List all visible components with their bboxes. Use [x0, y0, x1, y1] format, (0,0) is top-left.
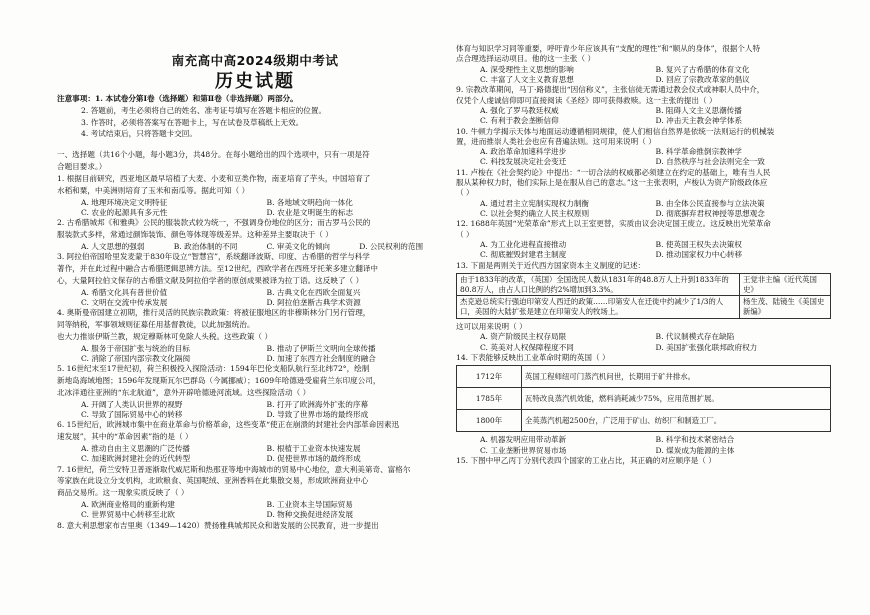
options-row: [57, 410, 452, 420]
notes-block: [57, 94, 452, 532]
question-stem: 水稻和粟，中美洲则培育了玉米和南瓜等。据此可知（ ）: [57, 185, 250, 195]
options-row: [456, 157, 831, 167]
option: D. 公民权利的范围: [359, 241, 424, 251]
industry-table: [456, 365, 831, 432]
options-row: [456, 209, 831, 219]
options-row: [57, 454, 452, 464]
table-cell: 瓦特改良蒸汽机效能，燃料消耗减少75%，应用范围扩展。: [522, 388, 831, 410]
table-row: [457, 410, 831, 432]
option: C. 彻底摧毁封建君主制度: [480, 250, 567, 260]
option: D. 美国扩张强化联邦政府权力: [655, 342, 758, 352]
option: B. 工业资本主导国际贸易: [266, 499, 353, 509]
question: [57, 420, 452, 464]
question: [57, 521, 452, 531]
school-title: 南充高中高2024级期中考试: [171, 53, 339, 68]
option: C. 世界贸易中心转移至北欧: [81, 510, 175, 520]
option: B. 打开了欧洲海外扩张的序幕: [266, 399, 369, 409]
option: C. 工业垄断世界贸易市场: [480, 445, 567, 455]
options-row: [456, 435, 831, 445]
option: A. 推动自由主义思潮的广泛传播: [81, 443, 191, 453]
question-stem: 5. 16世纪末至17世纪初，荷兰积极投入探险活动：1594年巴伦支船队航行至北纬72°，绘制: [57, 364, 370, 374]
table-source: 王觉非主编《近代英国史》: [740, 273, 831, 296]
question: [456, 85, 831, 126]
options-row: [456, 75, 831, 85]
question-stem: 北冰洋通往亚洲的“东北航道”，意外开辟哈德逊河流域。这些探险活动（ ）: [57, 387, 311, 397]
question-stem: 同等纳税，军事领域则征募任用基督教徒，以此加强统治。: [57, 319, 255, 329]
question-stem: 商品交易所。这一现象实质反映了（ ）: [57, 488, 189, 498]
option: A. 欧洲商业格局的重新构建: [81, 499, 175, 509]
note-line: 4. 考试结束后，只将答题卡交回。: [81, 129, 197, 139]
options-row: [456, 332, 831, 342]
option: C. 丰富了人文主义教育思想: [480, 74, 574, 84]
option: B. 科学和技术紧密结合: [655, 435, 735, 445]
year-cell: 1800年: [457, 410, 522, 432]
question-stem: 新地岛海域地图；1596年发现斯瓦尔巴群岛（今属挪威）；1609年哈德逊受雇荷兰东印度公司，: [57, 376, 381, 385]
option: C. 科技发展决定社会变迁: [480, 157, 567, 167]
options-row: [456, 199, 831, 209]
question-stem: 7. 16世纪，荷兰安特卫普逐渐取代威尼斯和热那亚等地中海城市的贸易中心地位，意大利美第奇、富格尔: [57, 464, 411, 474]
option: C. 英美对人权保障程度不同: [480, 342, 574, 352]
question-stem: 12. 1688年英国“光荣革命”形式上以王室更替，实质由议会决定国王废立。这反映出光荣革命: [456, 219, 771, 229]
question-stem: 点合理选择运动项目。他的这一主张（ ）: [456, 54, 596, 64]
option: C. 审美文化的倾向: [266, 241, 331, 251]
table-row: [457, 388, 831, 410]
option: B. 政治体制的不同: [173, 241, 238, 251]
option: C. 农业的起源具有多元性: [81, 207, 168, 217]
note-line: 3. 作答时，必须将答案写在答题卡上，写在试卷及草稿纸上无效。: [81, 117, 304, 127]
table-cell: 全英蒸汽机超2500台，广泛用于矿山、纺织厂和制造工厂。: [522, 410, 831, 432]
question-stem: 3. 阿拉伯帝国哈里发麦蒙于830年设立“智慧宫”，系统翻译波斯、印度、古希腊的哲学与科学: [57, 252, 370, 262]
option: D. 推动国家权力中心转移: [655, 250, 743, 260]
year-cell: 1712年: [457, 366, 522, 388]
question-stem: 这可以用来说明（ ）: [456, 321, 527, 331]
section-intro: [57, 150, 452, 172]
table-cell: 英国工程师纽可门蒸汽机问世，长期用于矿井排水。: [522, 366, 831, 388]
option: C. 文明在交流中传承发展: [81, 297, 168, 307]
question-stem: 14. 下表能够反映出工业革命时期的英国（ ）: [456, 352, 610, 362]
table-cell: 由于1833年的改革，（英国）全国选民人数从1831年的48.8万人上升到1833年的80.8万人，由占人口比例的约2%增加到3.3%。: [457, 273, 740, 296]
question-stem: （ ）: [456, 229, 474, 239]
question: [57, 308, 452, 364]
right-column: [456, 44, 831, 610]
options-row: [456, 106, 831, 116]
option: D. 冲击天主教会神学体系: [655, 116, 743, 126]
options-row: [57, 298, 452, 308]
options-row: [57, 354, 452, 364]
option: D. 导致了世界市场的最终形成: [266, 409, 369, 419]
option: A. 通过君主立宪制实现权力制衡: [480, 198, 590, 208]
options-row: [456, 116, 831, 126]
options-row: [57, 444, 452, 454]
question: [57, 252, 452, 308]
option: C. 有利于教会垄断信仰: [480, 116, 559, 126]
option: D. 物种交换促进经济发展: [266, 510, 354, 520]
option: B. 复兴了古希腊的体育文化: [655, 64, 750, 74]
option: C. 加速欧洲封建社会的近代转型: [81, 454, 191, 464]
options-row: [57, 208, 452, 218]
question-stem: 体育与知识学习同等重要，呼吁青少年应该具有“支配的理性”和“顺从的身体”，很据个人特: [456, 44, 761, 53]
question-stem: （ ）: [456, 188, 474, 198]
table-row: [457, 273, 831, 296]
question: [57, 465, 452, 521]
table-row: [457, 296, 831, 319]
question-stem: 著作，并在此过程中融合古希腊逻辑思辨方法。至12世纪，西欧学者在西班牙托莱多建立翻译中: [57, 263, 379, 273]
option: A. 开阔了人类认识世界的视野: [81, 399, 183, 409]
option: D. 加速了东西方社会制度的融合: [266, 353, 376, 363]
option: A. 政治革命加速科学进步: [480, 147, 567, 157]
options-row: [456, 343, 831, 353]
option: D. 煤炭成为能源的主体: [655, 445, 735, 455]
options-row: [456, 147, 831, 157]
option: D. 阿拉伯垄断古典学术资源: [266, 297, 361, 307]
section-line: 合题目要求。）: [57, 161, 107, 171]
option: A. 资产阶级民主权存局限: [480, 332, 567, 342]
options-row: [57, 198, 452, 208]
option: D. 自然秩序与社会法则完全一致: [655, 157, 765, 167]
options-row: [456, 240, 831, 250]
question: [57, 174, 452, 218]
table-row: [457, 366, 831, 388]
option: A. 人文思想的强弱: [81, 241, 145, 251]
option: D. 促使世界市场的最终形成: [266, 454, 361, 464]
question-stem: 1. 根据目前研究，西亚地区最早培植了大麦、小麦和豆类作物，南亚培育了芋头，中国培育了: [57, 173, 371, 183]
question: [456, 168, 831, 220]
option: A. 深受理性主义思想的影响: [480, 64, 574, 74]
option: A. 服务于帝国扩张与统治的目标: [81, 343, 191, 353]
option: C. 导致了国际贸易中心的转移: [81, 409, 183, 419]
option: D. 回应了宗教改革家的倡议: [655, 74, 750, 84]
options-row: [57, 288, 452, 298]
option: B. 科学革命推倒宗教神学: [655, 147, 742, 157]
question-stem: 4. 奥斯曼帝国建立初期，推行灵活的民族宗教政策：将被征服地区的非穆斯林分门另行管理，: [57, 308, 371, 318]
options-row: [57, 500, 452, 510]
subject-title: 历史试题: [215, 71, 295, 92]
question-stem: 15. 下图中甲乙丙丁分别代表四个国家的工业占比，其正确的对应顺序是（ ）: [456, 455, 716, 465]
option: D. 彻底摒弃君权神授等思想观念: [655, 209, 765, 218]
option: A. 为工业化进程直接推动: [480, 239, 567, 249]
option: B. 古典文化在西欧全面复兴: [266, 287, 361, 297]
question-stem: 11. 卢梭在《社会契约论》中提出：“一切合法的权威都必须建立在约定的基础上，唯有当人民: [456, 167, 771, 177]
year-cell: 1785年: [457, 388, 522, 410]
option: A. 机器发明应用带动革新: [480, 435, 567, 445]
left-questions: [57, 174, 452, 531]
option: D. 农业是文明诞生的标志: [266, 207, 354, 217]
option: B. 由全体公民直接参与立法决策: [655, 198, 765, 208]
option: B. 推动了伊斯兰文明向全球传播: [266, 343, 376, 353]
options-row: [456, 446, 831, 456]
option: A. 地理环境决定文明特征: [81, 197, 168, 207]
note-line: 2. 答题前，考生必须将自己的姓名、准考证号填写在答题卡相应的位置。: [81, 105, 327, 115]
question-stem: 8. 意大利思想家布吉里奥（1349—1420）赞扬雅典城邦民众和谐发展的公民教育，进一步提出: [57, 520, 379, 530]
question-stem: 9. 宗教改革期间，马丁·路德提出“因信称义”，主张信徒无需通过教会仪式或神职人员中介，: [456, 85, 765, 95]
table-source: 杨生茂、陆镜生《美国史新编》: [740, 296, 831, 319]
option: A. 希腊文化具有普世价值: [81, 287, 168, 297]
option: C. 消除了帝国内部宗教文化隔阂: [81, 353, 191, 363]
options-row: [456, 250, 831, 260]
question: [456, 44, 831, 85]
options-row: [456, 65, 831, 75]
question-stem: 6. 15世纪后，欧洲城市集中在商业革命与价格革命，这些变革“使正在崩溃的封建社会内部革命因素迅: [57, 420, 400, 430]
note-line: 注意事项：1. 本试卷分第Ⅰ卷（选择题）和第Ⅱ卷（非选择题）两部分。: [57, 94, 298, 103]
option: B. 各地域文明趋向一体化: [266, 197, 353, 207]
options-row: [57, 400, 452, 410]
options-row: [57, 510, 452, 520]
question: [57, 218, 452, 252]
question-stem: 置，进而推崇人类社会也应有普遍法则。这可用来说明（ ）: [456, 136, 656, 146]
question-stem: 心，大量阿拉伯文保存的古希腊文献及阿拉伯学者的原创成果被译为拉丁语。这反映了（ ）: [57, 275, 364, 285]
table-cell: 杰克逊总统实行强迫印第安人西迁的政策……印第安人在迁徙中约减少了1/3的人口，美国的大陆扩张是建立在印第安人的牧场上。: [457, 296, 740, 319]
question-stem: 也大力推崇伊斯兰教，规定穆斯林可免除人头税。这些政策（ ）: [57, 331, 273, 341]
option: B. 代议制模式存在缺陷: [655, 332, 735, 342]
question-stem: 等家族在此设立分支机构，北欧粮食、英国呢绒、亚洲香料在此集散交易，形成欧洲商业中心: [57, 476, 369, 486]
question-stem: 仅凭个人虔诚信仰即可直接阅读《圣经》即可获得救赎。这一主张的提出（ ）: [456, 95, 717, 105]
question-stem: 2. 古希腊城邦《和雅典》公民的服装款式较为统一，不强调身份地位的区分；而古罗马公民的: [57, 218, 371, 228]
section-line: 一、选择题（共16个小题，每小题3分，共48分。在每小题给出的四个选项中，只有一项是符: [57, 149, 370, 159]
option: B. 使英国王权失去决策权: [655, 239, 742, 249]
question: [456, 261, 831, 271]
question: [456, 127, 831, 168]
options-row: [57, 344, 452, 354]
question: [57, 364, 452, 420]
question-stem: 速发展”，其中的“革命因素”指的是（ ）: [57, 432, 193, 442]
option: B. 阻碍人文主义思潮传播: [655, 105, 742, 115]
option: A. 强化了罗马教廷权威: [480, 105, 559, 115]
records-table: [456, 273, 831, 319]
question-stem: 服装款式多样，常通过颜饰装饰、颜色等体现等级差异。这种差异主要取决于（ ）: [57, 229, 333, 239]
options-row: [57, 242, 452, 252]
question: [456, 219, 831, 260]
right-questions: [456, 44, 831, 271]
question-stem: 服从某种权力时，他们实际上是在服从自己的意志。”这一主张表明，卢梭认为资产阶级政体应: [456, 178, 768, 188]
question-stem: 10. 牛顿力学揭示天体与地面运动遵循相同规律，使人们相信自然界是依统一法则运行的机械装: [456, 126, 775, 136]
option: B. 根植于工业资本快速发展: [266, 443, 361, 453]
question-stem: 13. 下面是两则关于近代西方国家资本主义制度的记述：: [456, 260, 646, 270]
option: C. 以社会契约确立人民主权原则: [480, 209, 590, 218]
